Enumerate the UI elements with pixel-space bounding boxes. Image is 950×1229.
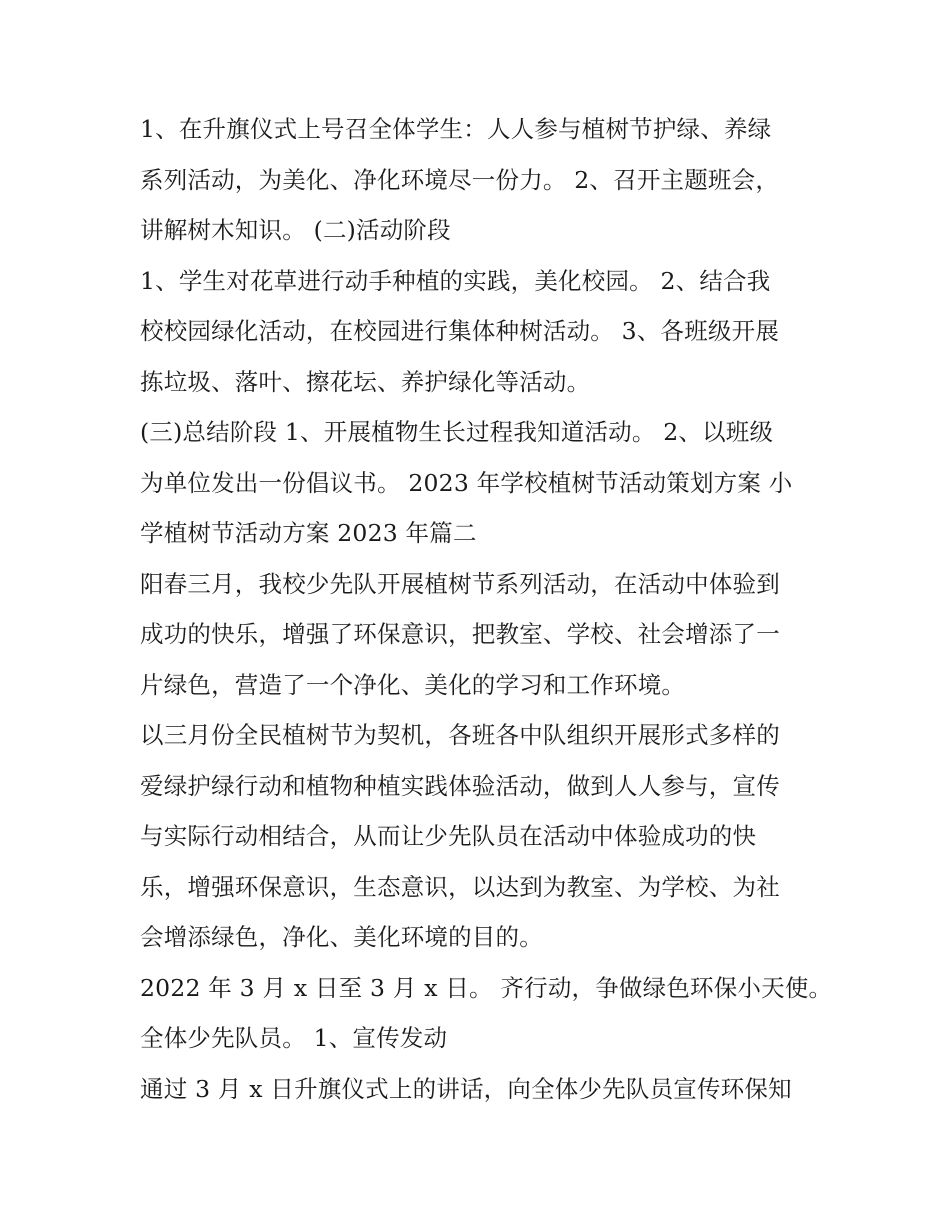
document-body bbox=[140, 104, 833, 1114]
text-line: 与实际行动相结合，从而让少先队员在活动中体验成功的快 bbox=[140, 822, 757, 850]
text-line: 会增添绿色，净化、美化环境的目的。 bbox=[140, 923, 543, 951]
text-line: 全体少先队员。 1、宣传发动 bbox=[140, 1024, 448, 1052]
text-line: 成功的快乐，增强了环保意识，把教室、学校、社会增添了一 bbox=[140, 620, 780, 648]
text-line: 校校园绿化活动，在校园进行集体种树活动。 3、各班级开展 bbox=[140, 317, 780, 345]
text-line: 阳春三月，我校少先队开展植树节系列活动，在活动中体验到 bbox=[140, 569, 780, 598]
text-line: 1、在升旗仪式上号召全体学生：人人参与植树节护绿、养绿 bbox=[140, 115, 772, 143]
text-line: 讲解树木知识。 (二)活动阶段 bbox=[140, 216, 451, 244]
text-line: 以三月份全民植树节为契机，各班各中队组织开展形式多样的 bbox=[140, 721, 780, 749]
text-line: (三)总结阶段 1、开展植物生长过程我知道活动。 2、以班级 bbox=[140, 418, 774, 446]
text-line: 系列活动，为美化、净化环境尽一份力。 2、召开主题班会， bbox=[140, 165, 780, 194]
text-line: 拣垃圾、落叶、擦花坛、养护绿化等活动。 bbox=[140, 367, 591, 396]
text-line: 通过 3 月 x 日升旗仪式上的讲话，向全体少先队员宣传环保知 bbox=[140, 1074, 792, 1103]
text-line: 片绿色，营造了一个净化、美化的学习和工作环境。 bbox=[140, 670, 686, 699]
text-line: 为单位发出一份倡议书。 2023 年学校植树节活动策划方案 小 bbox=[140, 468, 793, 497]
text-line: 学植树节活动方案 2023 年篇二 bbox=[140, 519, 477, 547]
text-line: 乐，增强环保意识，生态意识，以达到为教室、为学校、为社 bbox=[140, 872, 780, 901]
text-line: 2022 年 3 月 x 日至 3 月 x 日。 齐行动，争做绿色环保小天使。 bbox=[140, 973, 833, 1002]
text-line: 1、学生对花草进行动手种植的实践，美化校园。 2、结合我 bbox=[140, 266, 771, 295]
text-line: 爱绿护绿行动和植物种植实践体验活动，做到人人参与，宣传 bbox=[140, 771, 780, 800]
